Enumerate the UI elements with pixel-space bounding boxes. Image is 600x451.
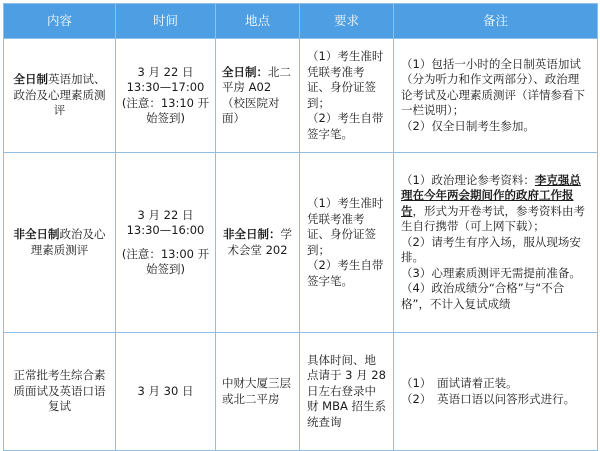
requirement-line: （2）考生自带签字笔。 <box>307 111 384 141</box>
content-bold: 全日制 <box>13 72 48 87</box>
time-range: 13:30—16:00 <box>126 223 205 237</box>
time-date: 3 月 22 日 <box>137 207 194 222</box>
remark-line: （2）请考生有序入场，服从现场安排。 <box>401 234 581 265</box>
remark-suffix: ，形式为开卷考试，参考资料由考生自行携带（可上网下载）； <box>401 203 585 234</box>
content-text: 英语加试、政治及心理素质测评 <box>13 72 106 118</box>
time-range: 13:30—17:00 <box>126 80 205 94</box>
requirement-line: （1）考生准时凭联考准考证、身份证签到； <box>307 49 384 110</box>
cell-requirement: 具体时间、地点请于 3 月 28 日左右登录中财 MBA 招生系统查询 <box>300 333 394 451</box>
time-date: 3 月 22 日 <box>137 64 194 79</box>
header-content: 内容 <box>4 4 116 39</box>
header-requirement: 要求 <box>300 4 394 39</box>
remark-line: （2）仅全日制考生参加。 <box>401 118 535 133</box>
cell-time <box>116 333 216 451</box>
remark-prefix: （1）政治理论参考资料： <box>401 172 535 187</box>
remark-line: （3）心理素质测评无需提前准备。 <box>401 265 581 280</box>
time-date: 3 月 30 日 <box>137 383 194 398</box>
cell-remark <box>394 333 598 451</box>
header-remark: 备注 <box>394 4 598 39</box>
remark-line <box>401 173 590 235</box>
content-bold: 非全日制 <box>13 227 60 241</box>
cell-content <box>4 153 116 333</box>
cell-place <box>216 153 300 333</box>
remark-line: （1）包括一小时的全日制英语加试（分为听力和作文两部分）、政治理论考试及心理素质测评（详情参看下一栏说明）； <box>401 56 585 118</box>
requirement-line: （2）考生自带签字笔。 <box>307 258 384 288</box>
remark-highlight: 李克强总理在今年两会期间作的政府工作报告 <box>401 172 581 218</box>
requirement-line: （1）考生准时凭联考准考证、身份证签到； <box>307 196 384 257</box>
remark-line: （2） 英语口语以问答形式进行。 <box>401 391 576 406</box>
cell-requirement <box>300 39 394 153</box>
header-time: 时间 <box>116 4 216 39</box>
schedule-table <box>3 3 598 451</box>
cell-requirement <box>300 153 394 333</box>
place-bold: 非全日制： <box>223 227 281 241</box>
table-row <box>4 333 598 451</box>
cell-time <box>116 153 216 333</box>
place-text: 北二平房 A02（校医院对面） <box>222 64 291 125</box>
header-row <box>4 4 598 39</box>
time-note: (注意：13:10 开始签到) <box>121 95 210 125</box>
cell-place: 中财大厦三层或北二平房 <box>216 333 300 451</box>
place-bold: 全日制： <box>222 64 268 79</box>
place-text: 学术会堂 202 <box>227 227 292 257</box>
table-row <box>4 153 598 333</box>
header-place: 地点 <box>216 4 300 39</box>
time-note: (注意：13:00 开始签到) <box>121 246 210 276</box>
remark-line: （4）政治成绩分“合格”与“不合格”，不计入复试成绩 <box>401 281 565 311</box>
cell-place <box>216 39 300 153</box>
table-row <box>4 39 598 153</box>
cell-content <box>4 39 116 153</box>
cell-remark <box>394 153 598 333</box>
cell-remark <box>394 39 598 153</box>
cell-time <box>116 39 216 153</box>
content-text: 政治及心理素质测评 <box>30 227 106 257</box>
remark-line: （1） 面试请着正装。 <box>401 376 518 390</box>
cell-content: 正常批考生综合素质面试及英语口语复试 <box>4 333 116 451</box>
